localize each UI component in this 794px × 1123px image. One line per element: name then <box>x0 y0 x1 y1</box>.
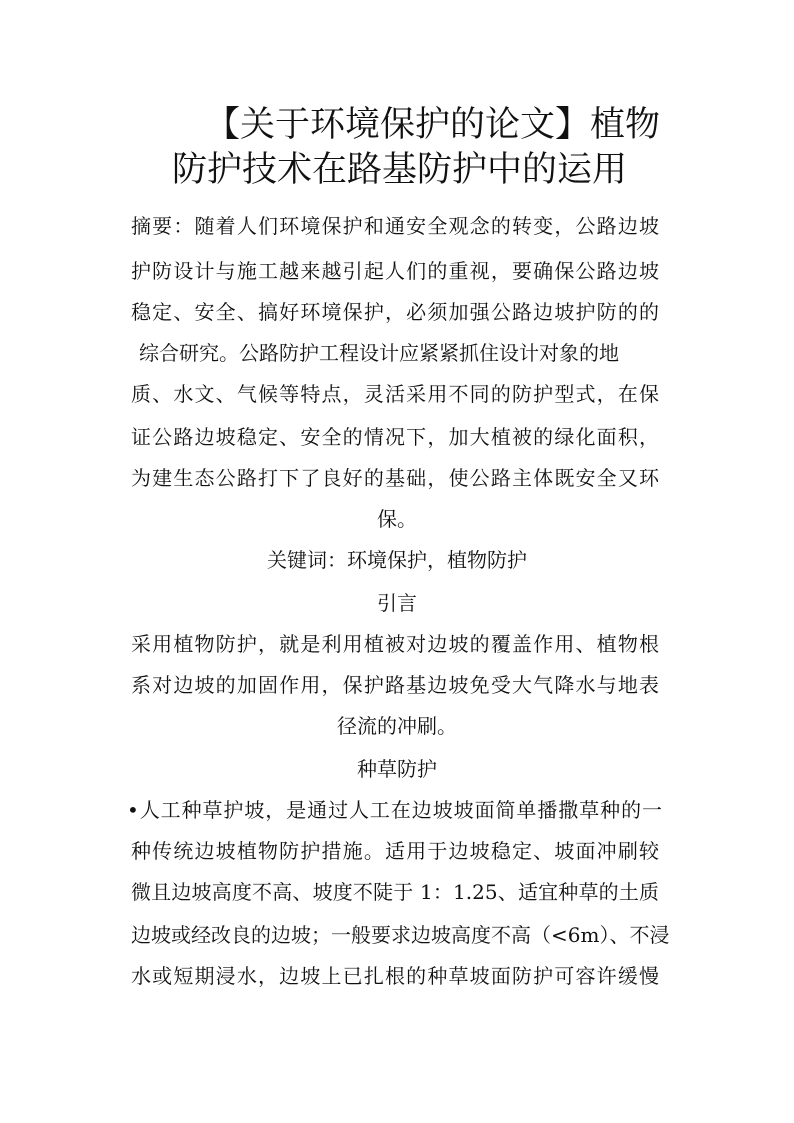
intro-line: 采用植物防护，就是利用植被对边坡的覆盖作用、植物根 <box>131 632 659 656</box>
section-line: •人工种草护坡，是通过人工在边坡坡面简单播撒草种的一 <box>127 798 662 822</box>
section-line: 水或短期浸水，边坡上已扎根的种草坡面防护可容许缓慢 <box>131 964 659 988</box>
abstract-line: 为建生态公路打下了良好的基础，使公路主体既安全又环 <box>131 466 659 490</box>
abstract-line: 稳定、安全、搞好环境保护，必须加强公路边坡护防的的 <box>131 300 659 324</box>
abstract-line: 综合研究。公路防护工程设计应紧紧抓住设计对象的地 <box>139 341 619 365</box>
abstract-line: 质、水文、气候等特点，灵活采用不同的防护型式，在保 <box>131 382 659 406</box>
section-heading: 种草防护 <box>357 757 437 781</box>
section-line: 边坡或经改良的边坡；一般要求边坡高度不高（<6m）、不浸 <box>131 923 670 947</box>
section-line: 微且边坡高度不高、坡度不陡于 1：1.25、适宜种草的土质 <box>131 880 659 904</box>
intro-line: 系对边坡的加固作用，保护路基边坡免受大气降水与地表 <box>131 673 659 697</box>
abstract-line: 护防设计与施工越来越引起人们的重视，要确保公路边坡 <box>131 259 659 283</box>
keywords: 关键词：环境保护，植物防护 <box>267 548 527 572</box>
document-title-line-2: 防护技术在路基防护中的运用 <box>172 150 628 190</box>
section-line: 种传统边坡植物防护措施。适用于边坡稳定、坡面冲刷较 <box>131 839 659 863</box>
document-title-line-1: 【关于环境保护的论文】植物 <box>205 105 661 145</box>
abstract-line: 证公路边坡稳定、安全的情况下，加大植被的绿化面积， <box>131 425 659 449</box>
intro-heading: 引言 <box>377 591 417 615</box>
abstract-line-last: 保。 <box>377 507 417 531</box>
abstract-line: 摘要：随着人们环境保护和通安全观念的转变，公路边坡 <box>131 214 659 238</box>
intro-line-last: 径流的冲刷。 <box>337 714 457 738</box>
